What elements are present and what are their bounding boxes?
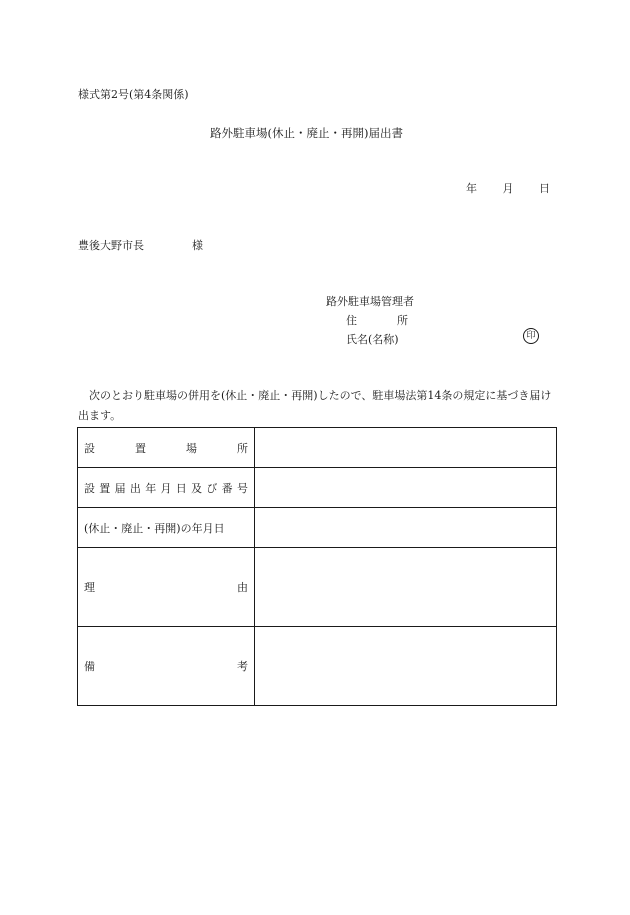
form-number: 様式第2号(第4条関係) [78, 88, 189, 101]
label-char: 由 [237, 581, 248, 594]
table-row-remarks [78, 627, 557, 706]
label-char: 番 [221, 481, 233, 495]
label-char: 設 [84, 441, 95, 455]
table-row-location [78, 428, 557, 468]
address-char: 住 [346, 314, 357, 327]
address-char: 所 [397, 314, 408, 327]
table-row-notification-date [78, 468, 557, 508]
label-char: 月 [160, 481, 172, 495]
applicant-name-label: 氏名(名称) [346, 333, 399, 346]
label-char: 置 [99, 481, 111, 495]
label-char: び [206, 481, 218, 495]
label-char: 考 [237, 660, 248, 673]
date-month-label: 月 [502, 182, 514, 195]
label-reason [78, 548, 255, 627]
date-day-label: 日 [539, 182, 550, 195]
label-char: 所 [237, 441, 248, 455]
label-char: 年 [145, 481, 157, 495]
info-table [77, 427, 557, 706]
date-line [466, 180, 550, 196]
label-notification-date [78, 468, 255, 508]
table-row-status-date [78, 508, 557, 548]
label-char: 場 [186, 441, 197, 455]
body-text: 次のとおり駐車場の併用を(休止・廃止・再開)したので、駐車場法第14条の規定に基づき届け出ます。 [78, 389, 552, 422]
label-location [78, 428, 255, 468]
value-remarks[interactable] [255, 627, 557, 706]
label-char: 理 [84, 581, 95, 594]
label-char: 置 [135, 441, 146, 455]
applicant-address-label [346, 312, 408, 328]
label-char: 設 [84, 481, 95, 495]
label-char: 及 [191, 481, 203, 495]
label-char: 備 [84, 660, 95, 673]
seal-mark: 印 [523, 328, 539, 344]
document-title: 路外駐車場(休止・廃止・再開)届出書 [210, 126, 403, 140]
label-char: 届 [114, 481, 126, 495]
value-reason[interactable] [255, 548, 557, 627]
table-row-reason [78, 548, 557, 627]
value-status-date[interactable] [255, 508, 557, 548]
date-year-label: 年 [466, 182, 477, 195]
label-char: 日 [175, 481, 187, 495]
applicant-role: 路外駐車場管理者 [326, 295, 414, 308]
value-notification-date[interactable] [255, 468, 557, 508]
addressee-honorific: 様 [192, 239, 203, 252]
addressee-name: 豊後大野市長 [78, 239, 144, 252]
label-char: 号 [236, 481, 248, 495]
label-char: 出 [129, 481, 141, 495]
label-remarks [78, 627, 255, 706]
label-status-date: (休止・廃止・再開)の年月日 [78, 508, 255, 548]
value-location[interactable] [255, 428, 557, 468]
addressee [78, 237, 203, 253]
